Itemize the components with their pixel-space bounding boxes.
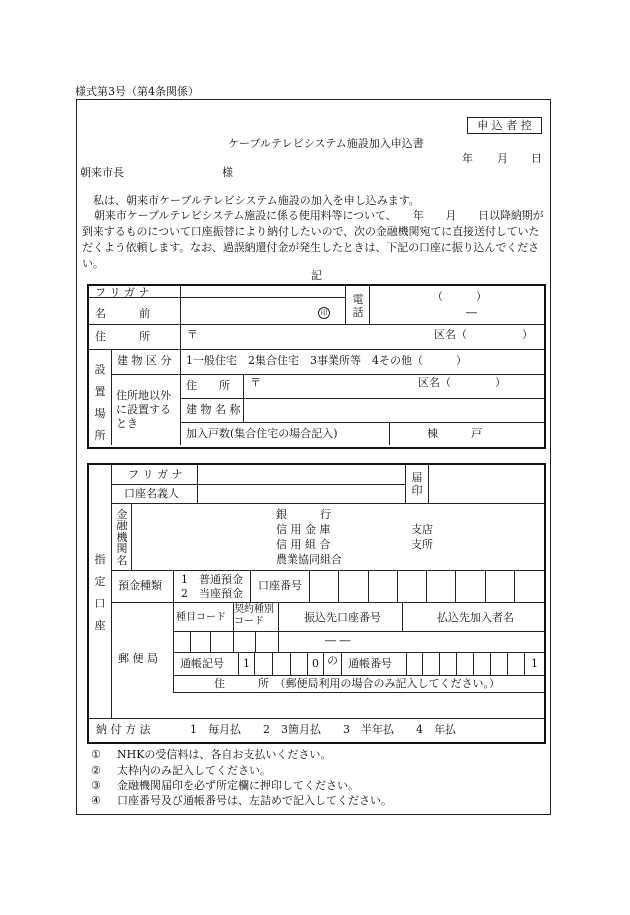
addressee: 朝来市長 [80,166,124,179]
branch-type-shiten: 支店 [411,523,433,536]
copy-label-box [467,117,542,134]
seal-label: 届印 [411,471,423,498]
body-line1: 私は、朝来市ケーブルテレビシステム施設の加入を申し込みます。 [93,194,420,207]
no-particle: の [327,654,338,667]
postal-mark: 〒 [187,328,198,341]
bank-type-bank: 銀 行 [276,508,331,521]
applicant-address-label: 住 所 [95,330,150,343]
phone-dash: ― [466,306,477,319]
date-day: 日 [531,152,542,165]
install-address-label: 住 所 [186,379,230,392]
note-2-num: ② [91,764,101,777]
deposit-type-label: 預金種類 [118,579,162,592]
applicant-furigana-label: フ リ ガ ナ [95,286,150,299]
bank-type-kumiai: 信 用 組 合 [276,538,331,551]
account-furigana-label: フ リ ガ ナ [128,468,183,481]
passbook-number-digit-1: 1 [531,657,538,670]
install-postal-mark: 〒 [250,376,261,389]
deposit-option-current: 2 当座預金 [181,587,243,600]
form-title: ケーブルテレビシステム施設加入申込書 [228,137,424,150]
note-1-num: ① [91,748,101,761]
payment-method-options: 1 毎月払 2 3箇月払 3 半年払 4 年払 [190,723,456,736]
building-name-label: 建 物 名 称 [186,403,241,416]
note-4-num: ④ [91,794,101,807]
form-number: 様式第3号（第4条関係） [75,85,199,98]
body-paragraph: 朝来市ケーブルテレビシステム施設に係る使用料等について、 年 月 日以降納期が到来するものについて口座振替により納付したいので、次の金融機関宛てに直接送付していただくよう依頼します。なお、過誤納還付金が発生したときは、下記の口座に振り込んでください。 [82,209,544,270]
units-suffix: 棟 戸 [427,427,482,440]
bank-type-nokyo: 農業協同組合 [276,553,342,566]
units-label: 加入戸数(集合住宅の場合記入) [186,427,338,440]
applicant-name-label: 名 前 [95,307,150,320]
date-year: 年 [462,152,473,165]
building-type-options: 1一般住宅 2集合住宅 3事業所等 4その他（ ） [186,354,467,367]
district-field: 区名（ ） [434,328,533,341]
seal-mark: 印 [318,307,330,319]
phone-area-paren: （ ） [432,290,487,303]
deposit-option-ordinary: 1 普通預金 [181,573,243,586]
note-2-text: 太枠内のみ記入してください。 [117,764,271,777]
passbook-symbol-digit-0: 0 [312,657,319,670]
account-number-label: 口座番号 [258,579,302,592]
payment-method-label: 納 付 方 法 [96,723,151,736]
note-1-text: NHKの受信料は、各自お支払いください。 [117,748,332,761]
designated-account-label: 指定口座 [94,553,106,632]
install-location-label: 設置場所 [94,363,106,442]
building-type-label: 建 物 区 分 [117,354,172,367]
transfer-account-label: 振込先口座番号 [304,611,381,624]
addressee-sama: 様 [222,166,233,179]
passbook-symbol-label: 通帳記号 [180,657,224,670]
type-code-label: 種目コード [176,612,226,623]
contract-code-label: 契約種別コード [234,604,274,627]
account-table [87,463,546,744]
bank-name-label: 金融機関名 [116,508,128,567]
phone-label: 電話 [352,293,364,320]
other-location-label: 住所地以外に設置するとき [116,389,171,430]
ki-label: 記 [311,269,322,282]
transfer-name-label: 払込先加入者名 [437,611,514,624]
bank-type-shinkin: 信 用 金 庫 [276,523,331,536]
transfer-account-dash: ― ― [325,634,351,647]
date-month: 月 [497,152,508,165]
copy-label: 申 込 者 控 [477,119,532,132]
note-4-text: 口座番号及び通帳番号は、左詰めで記入してください。 [117,794,392,807]
install-district-field: 区名（ ） [418,376,506,389]
post-office-label: 郵 便 局 [118,652,158,665]
passbook-symbol-digit-1: 1 [243,657,250,670]
branch-type-shisho: 支所 [411,538,433,551]
account-holder-label: 口座名義人 [124,487,179,500]
note-3-text: 金融機関届印を必ず所定欄に押印してください。 [117,779,359,792]
passbook-number-label: 通帳番号 [348,657,392,670]
post-address-note: 住 所 （郵便局利用の場合のみ記入してください。） [214,677,500,690]
note-3-num: ③ [91,779,101,792]
